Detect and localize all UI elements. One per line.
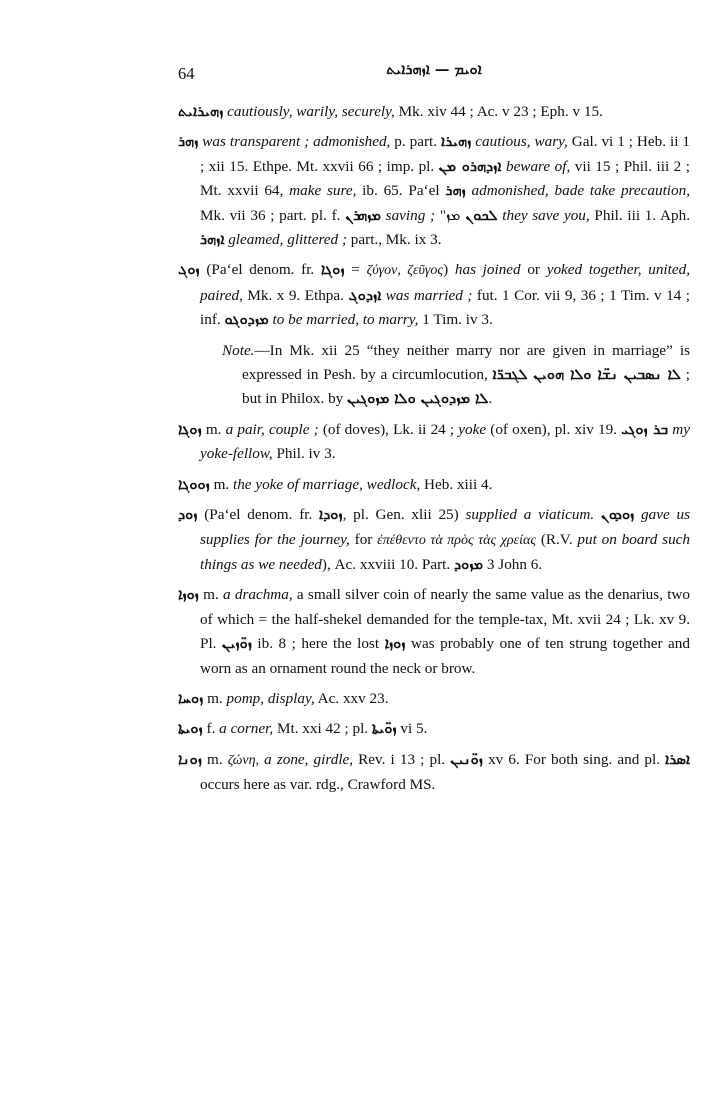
syriac-term: ܙܘܕܐ xyxy=(319,507,343,524)
reference-text: m. xyxy=(201,420,226,438)
reference-text: was probably one of ten strung together and worn as an ornament round the neck or brow. xyxy=(200,635,690,677)
syriac-term: ܙܘ̈ܢܝܢ xyxy=(450,751,483,768)
gloss-text: Note. xyxy=(222,341,255,359)
syriac-term: ܙܘ̈ܝܬܐ xyxy=(371,721,397,738)
reference-text: ib. 65. Pa‘el xyxy=(356,182,446,200)
syriac-term: ܙܘܓ xyxy=(178,262,200,279)
running-head: ܐܘܝܡ — ܐܙܗܪܐܝܬ xyxy=(386,62,482,78)
reference-text: (Pa‘el denom. fr. xyxy=(197,506,320,524)
reference-text: (R.V. xyxy=(536,530,578,548)
gloss-text: was married ; xyxy=(381,286,473,304)
reference-text: p. part. xyxy=(390,133,442,151)
gloss-text: beware of, xyxy=(501,157,571,175)
page-header xyxy=(178,62,690,92)
reference-text: part., Mk. ix 3. xyxy=(347,231,442,249)
reference-text: or xyxy=(520,261,547,279)
syriac-term: ܙܘܓܐ xyxy=(320,262,345,279)
gloss-text: make sure, xyxy=(289,182,357,200)
syriac-term: ܙܗܪ xyxy=(445,183,466,200)
greek-text: ζώνη, xyxy=(227,752,260,768)
gloss-text: saving ; xyxy=(380,206,436,224)
gloss-text: my yoke-fellow, xyxy=(200,420,690,463)
reference-text: , pl. Gen. xlii 25) xyxy=(342,506,466,524)
reference-text: "ܡܙ xyxy=(435,206,466,224)
gloss-text: to be married, to marry, xyxy=(268,311,419,329)
syriac-term: ܙܗܝܪܐ xyxy=(441,134,472,151)
reference-text: m. xyxy=(198,586,223,604)
dictionary-entry xyxy=(178,100,690,124)
greek-text: ζύγον, ζεῦγος xyxy=(366,263,444,279)
reference-text: ) xyxy=(443,261,455,279)
reference-text: Mk. xiv 44 ; Ac. v 23 ; Eph. v 15. xyxy=(394,103,603,120)
dictionary-entry xyxy=(178,418,690,467)
page-number: 64 xyxy=(178,64,195,83)
syriac-term: ܙܘܕܘܢ xyxy=(600,507,635,524)
reference-text: (of doves), Lk. ii 24 ; xyxy=(318,420,459,438)
reference-text: Rev. i 13 ; pl. xyxy=(353,750,451,768)
reference-text: m. xyxy=(201,750,228,768)
gloss-text: was transparent ; admonished, xyxy=(198,133,391,151)
reference-text: = xyxy=(344,261,367,279)
syriac-term: ܐܙܕܗܪܘ ܡܢ xyxy=(438,158,502,175)
reference-text: f. xyxy=(202,720,220,738)
dictionary-entry xyxy=(178,687,690,711)
gloss-text: a zone, girdle, xyxy=(259,750,354,768)
syriac-term: ܠܐ ܢܣܒܝܢ ܢܫ̈ܐ ܘܠܐ ܗܘܝܢ ܠܓܒܪ̈ܐ xyxy=(492,367,681,384)
syriac-term: ܙܘ̈ܙܝܢ xyxy=(221,636,252,653)
reference-text: Phil. iii 1. Aph. xyxy=(589,206,690,224)
syriac-term: ܐܣܪܐ xyxy=(665,751,690,768)
reference-text: (of oxen), pl. xiv 19. xyxy=(486,420,622,438)
usage-note xyxy=(178,339,690,412)
syriac-term: ܡܙܗܪܢ xyxy=(345,207,381,224)
gloss-text: admonished, bade take precaution, xyxy=(465,182,690,200)
gloss-text: a drachma, xyxy=(223,586,293,604)
gloss-text: has joined xyxy=(454,261,521,279)
syriac-term: ܠܟܘܢ xyxy=(465,207,498,224)
gloss-text: gave us supplies for the journey, xyxy=(200,506,690,548)
reference-text: —In Mk. xii 25 “they neither marry nor are given in marriage” is expressed in Pesh. by a circumlocution, xyxy=(242,341,690,384)
gloss-text: they save you, xyxy=(497,206,590,224)
gloss-text: supplied a viaticum. xyxy=(465,506,595,524)
reference-text: ), Ac. xxviii 10. Part. xyxy=(321,555,454,573)
gloss-text: yoke xyxy=(458,420,487,438)
reference-text: Mt. xxi 42 ; pl. xyxy=(273,720,372,738)
reference-text: (Pa‘el denom. fr. xyxy=(199,261,321,279)
syriac-term: ܐܙܕܘܓ xyxy=(348,287,382,304)
gloss-text: a corner, xyxy=(219,720,274,738)
reference-text: for xyxy=(349,530,378,548)
gloss-text: gleamed, glittered ; xyxy=(224,231,347,249)
gloss-text: yoked together, united, paired, xyxy=(200,261,690,304)
reference-text: occurs here as var. rdg., Crawford MS. xyxy=(200,776,436,794)
dictionary-entry xyxy=(178,473,690,497)
reference-text: Phil. iv 3. xyxy=(272,445,336,463)
gloss-text: cautiously, warily, securely, xyxy=(223,103,395,120)
syriac-term: ܡܙܕܘܓܘ xyxy=(224,312,269,329)
syriac-term: ܙܘܝܬܐ xyxy=(178,721,203,738)
gloss-text: a pair, couple ; xyxy=(225,420,319,438)
greek-text: ἐπέθεντο τὰ πρὸς τὰς χρείας xyxy=(377,532,537,548)
syriac-term: ܐܙܗܪ xyxy=(200,232,225,249)
gloss-text: pomp, display, xyxy=(226,689,315,707)
reference-text: vii 15 ; Phil. iii 2 ; Mt. xxvii 64, xyxy=(200,157,690,200)
reference-text: 1 Tim. iv 3. xyxy=(418,311,493,329)
syriac-term: ܠܐ ܡܙܕܘܓܝܢ ܘܠܐ ܡܙܘܓܝܢ xyxy=(347,391,489,408)
syriac-term: ܙܘܙܐ xyxy=(178,587,199,604)
syriac-term: ܙܘܓܐ xyxy=(178,421,202,438)
reference-text: Heb. xiii 4. xyxy=(420,475,493,493)
syriac-term: ܙܘܢܐ xyxy=(178,751,202,768)
reference-text: Mk. x 9. Ethpa. xyxy=(242,286,349,304)
syriac-term: ܙܘܙܐ xyxy=(384,636,406,653)
reference-text: fut. 1 Cor. vii 9, 36 ; 1 Tim. v 14 ; inf. xyxy=(200,286,690,329)
syriac-term: ܙܘܚܐ xyxy=(178,690,204,707)
gloss-text: cautious, wary, xyxy=(471,133,568,151)
dictionary-entry xyxy=(178,130,690,252)
reference-text: ; but in Philox. by xyxy=(242,366,690,408)
reference-text: Mk. vii 36 ; part. pl. f. xyxy=(200,206,346,224)
syriac-term: ܙܗܪ xyxy=(178,134,199,151)
reference-text: ib. 8 ; here the lost xyxy=(251,635,385,653)
reference-text: 3 John 6. xyxy=(483,555,543,573)
syriac-term: ܙܘܘܓܐ xyxy=(178,476,210,493)
dictionary-entry xyxy=(178,717,690,741)
reference-text: vi 5. xyxy=(396,720,428,738)
dictionary-entries xyxy=(178,100,690,804)
reference-text: . xyxy=(488,390,493,408)
reference-text: xv 6. For both sing. and pl. xyxy=(482,750,666,768)
reference-text: a small silver coin of nearly the same value as the denarius, two of which = the half-shekel demanded for the temple-tax, Mt. xvii 24 ; Lk. xv 9. Pl. xyxy=(200,586,690,653)
dictionary-entry xyxy=(178,748,690,798)
reference-text: m. xyxy=(209,475,233,493)
syriac-term: ܒܪ ܙܘܓܝ xyxy=(621,421,669,438)
dictionary-entry xyxy=(178,503,690,577)
syriac-term: ܙܘܕ xyxy=(178,507,198,524)
reference-text xyxy=(594,506,601,523)
reference-text: Gal. vi 1 ; Heb. ii 1 ; xii 15. Ethpe. Mt. xxvii 66 ; imp. pl. xyxy=(200,133,690,175)
syriac-term: ܡܙܘܕ xyxy=(453,556,484,573)
dictionary-entry xyxy=(178,583,690,681)
reference-text: Ac. xxv 23. xyxy=(314,689,389,707)
gloss-text: put on board such things as we needed xyxy=(200,530,690,573)
gloss-text: the yoke of marriage, wedlock, xyxy=(232,475,421,493)
dictionary-entry xyxy=(178,258,690,332)
reference-text: m. xyxy=(203,689,227,707)
syriac-term: ܙܗܝܪܐܝܬ xyxy=(178,104,224,120)
